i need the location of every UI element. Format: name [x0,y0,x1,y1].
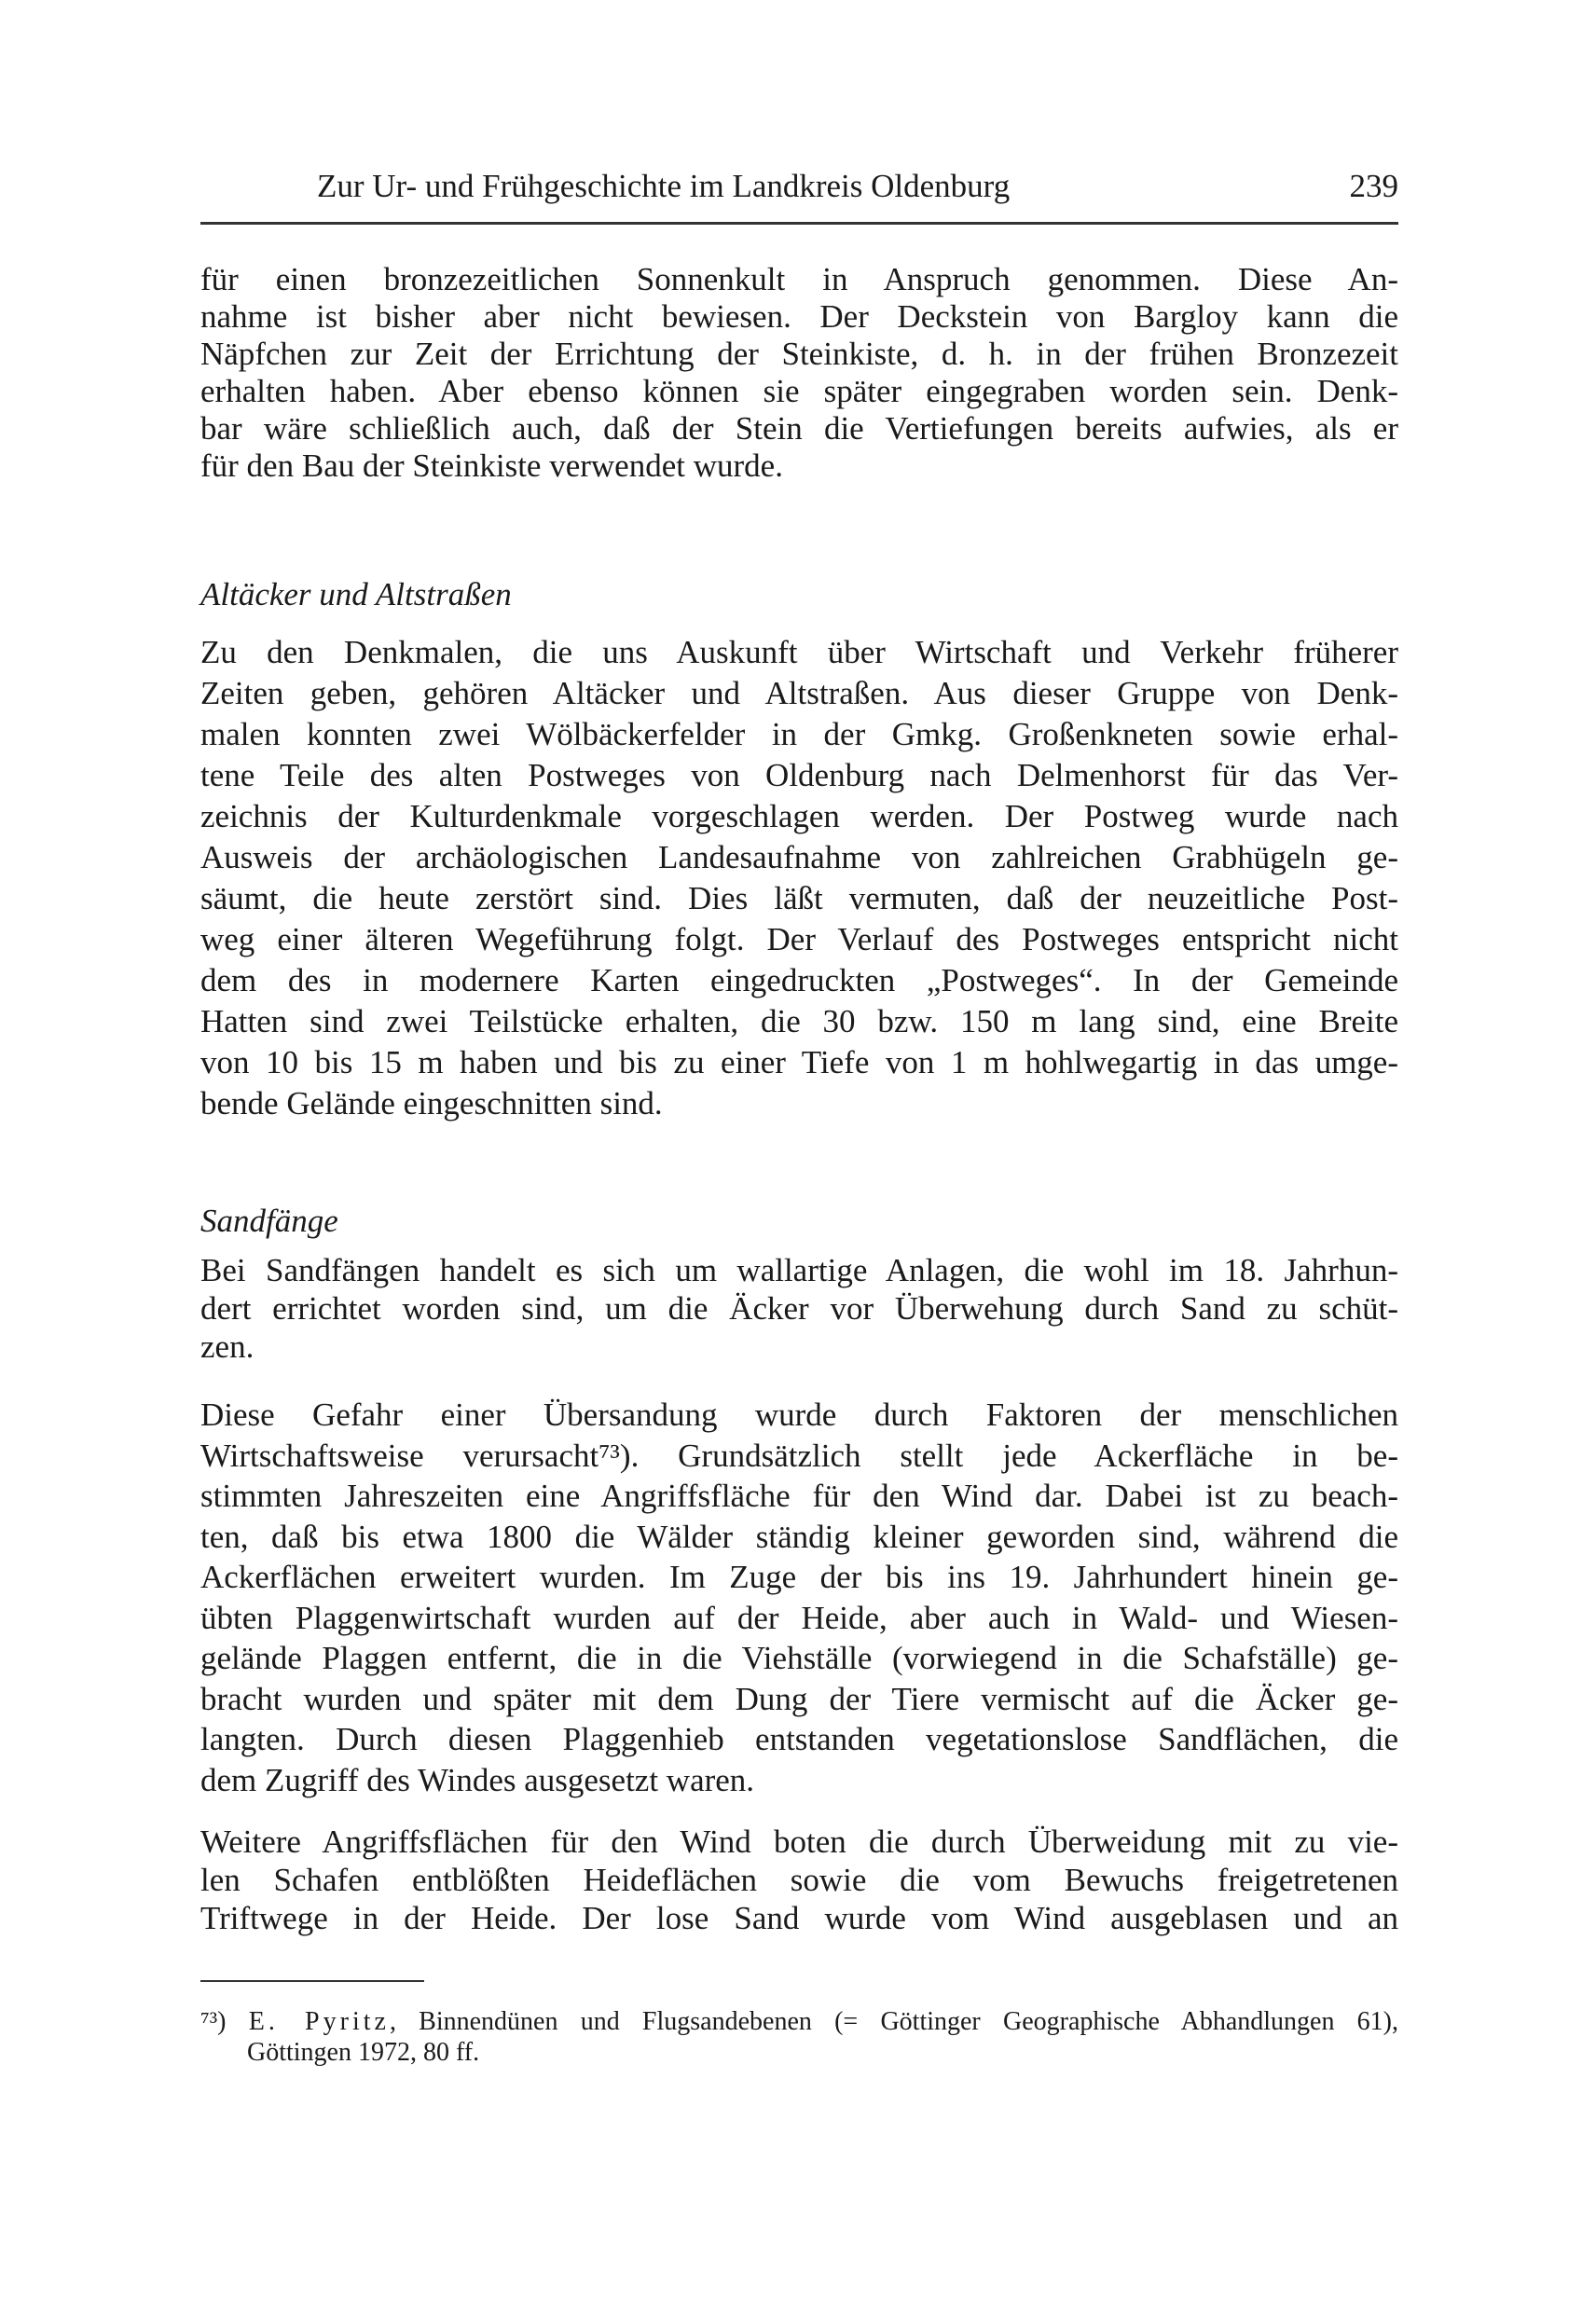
text-line: stimmten Jahreszeiten eine Angriffsfläche für den Wind dar. Dabei ist zu beach- [200,1478,1398,1514]
text-line: Ausweis der archäologischen Landesaufnahme von zahlreichen Grabhügeln ge- [200,839,1398,875]
text-line: Ackerflächen erweitert wurden. Im Zuge der bis ins 19. Jahrhundert hinein ge- [200,1559,1398,1595]
text-line: gelände Plaggen entfernt, die in die Viehställe (vorwiegend in die Schafställe) ge- [200,1640,1398,1676]
text-line: Wirtschaftsweise verursacht⁷³). Grundsätzlich stellt jede Ackerfläche in be- [200,1437,1398,1474]
footnote-author: E. Pyritz [248,2007,390,2036]
paragraph [200,1251,1398,1366]
text-line: Zeiten geben, gehören Altäcker und Altstraßen. Aus dieser Gruppe von Denk- [200,675,1398,711]
footnote-line [200,2006,1398,2037]
paragraph [200,1395,1398,1800]
text-line: erhalten haben. Aber ebenso können sie später eingegraben worden sein. Denk- [200,373,1398,409]
text-line: langten. Durch diesen Plaggenhieb entstanden vegetationslose Sandflächen, die [200,1721,1398,1757]
text-line: ten, daß bis etwa 1800 die Wälder ständig kleiner geworden sind, während die [200,1518,1398,1555]
text-line: nahme ist bisher aber nicht bewiesen. Der Deckstein von Bargloy kann die [200,298,1398,335]
text-line: malen konnten zwei Wölbäckerfelder in der Gmkg. Großenkneten sowie erhal- [200,716,1398,752]
footnote-marker: ⁷³) [200,2007,227,2036]
text-line: Hatten sind zwei Teilstücke erhalten, die 30 bzw. 150 m lang sind, eine Breite [200,1003,1398,1039]
text-line: bracht wurden und später mit dem Dung der Tiere vermischt auf die Äcker ge- [200,1680,1398,1717]
text-line: bende Gelände eingeschnitten sind. [200,1085,663,1122]
text-line: Weitere Angriffsflächen für den Wind boten die durch Überweidung mit zu vie- [200,1823,1398,1860]
text-line: von 10 bis 15 m haben und bis zu einer Tiefe von 1 m hohlwegartig in das umge- [200,1044,1398,1080]
text-line: len Schafen entblößten Heideflächen sowie die vom Bewuchs freigetretenen [200,1862,1398,1898]
text-line: Näpfchen zur Zeit der Errichtung der Steinkiste, d. h. in der frühen Bronzezeit [200,336,1398,372]
text-line: Zu den Denkmalen, die uns Auskunft über Wirtschaft und Verkehr früherer [200,634,1398,670]
running-title: Zur Ur- und Frühgeschichte im Landkreis Oldenburg [317,168,1011,204]
footnote [200,2006,1398,2068]
text-line: zen. [200,1328,255,1365]
footnote-line: Göttingen 1972, 80 ff. [247,2038,480,2067]
text-line: für den Bau der Steinkiste verwendet wurde. [200,447,783,484]
text-line: bar wäre schließlich auch, daß der Stein die Vertiefungen bereits aufwies, als er [200,410,1398,447]
text-line: Bei Sandfängen handelt es sich um wallartige Anlagen, die wohl im 18. Jahrhun- [200,1252,1398,1288]
text-line: zeichnis der Kulturdenkmale vorgeschlagen werden. Der Postweg wurde nach [200,798,1398,834]
text-line: dem des in modernere Karten eingedruckten „Postweges“. In der Gemeinde [200,962,1398,998]
section-heading-sandfaenge: Sandfänge [200,1203,338,1239]
text-line: dert errichtet worden sind, um die Äcker vor Überwehung durch Sand zu schüt- [200,1290,1398,1327]
text-line: säumt, die heute zerstört sind. Dies läßt vermuten, daß der neuzeitliche Post- [200,880,1398,916]
section-heading-altaecker: Altäcker und Altstraßen [200,576,512,612]
paragraph [200,632,1398,1124]
text-line: Triftwege in der Heide. Der lose Sand wurde vom Wind ausgeblasen und an [200,1900,1398,1936]
text-line: Diese Gefahr einer Übersandung wurde durch Faktoren der menschlichen [200,1397,1398,1433]
text-line: tene Teile des alten Postweges von Oldenburg nach Delmenhorst für das Ver- [200,757,1398,793]
paragraph [200,1823,1398,1937]
text-line: dem Zugriff des Windes ausgesetzt waren. [200,1761,755,1798]
text-line: weg einer älteren Wegeführung folgt. Der Verlauf des Postweges entspricht nicht [200,921,1398,957]
text-line: für einen bronzezeitlichen Sonnenkult in Anspruch genommen. Diese An- [200,261,1398,297]
header-rule [200,222,1398,225]
text-line: übten Plaggenwirtschaft wurden auf der Heide, aber auch in Wald- und Wiesen- [200,1599,1398,1636]
paragraph [200,261,1398,485]
page-number: 239 [1349,168,1398,204]
footnote-text: , Binnendünen und Flugsandebenen (= Göttinger Geographische Abhandlungen 61), [389,2007,1398,2036]
footnote-rule [200,1980,424,1982]
